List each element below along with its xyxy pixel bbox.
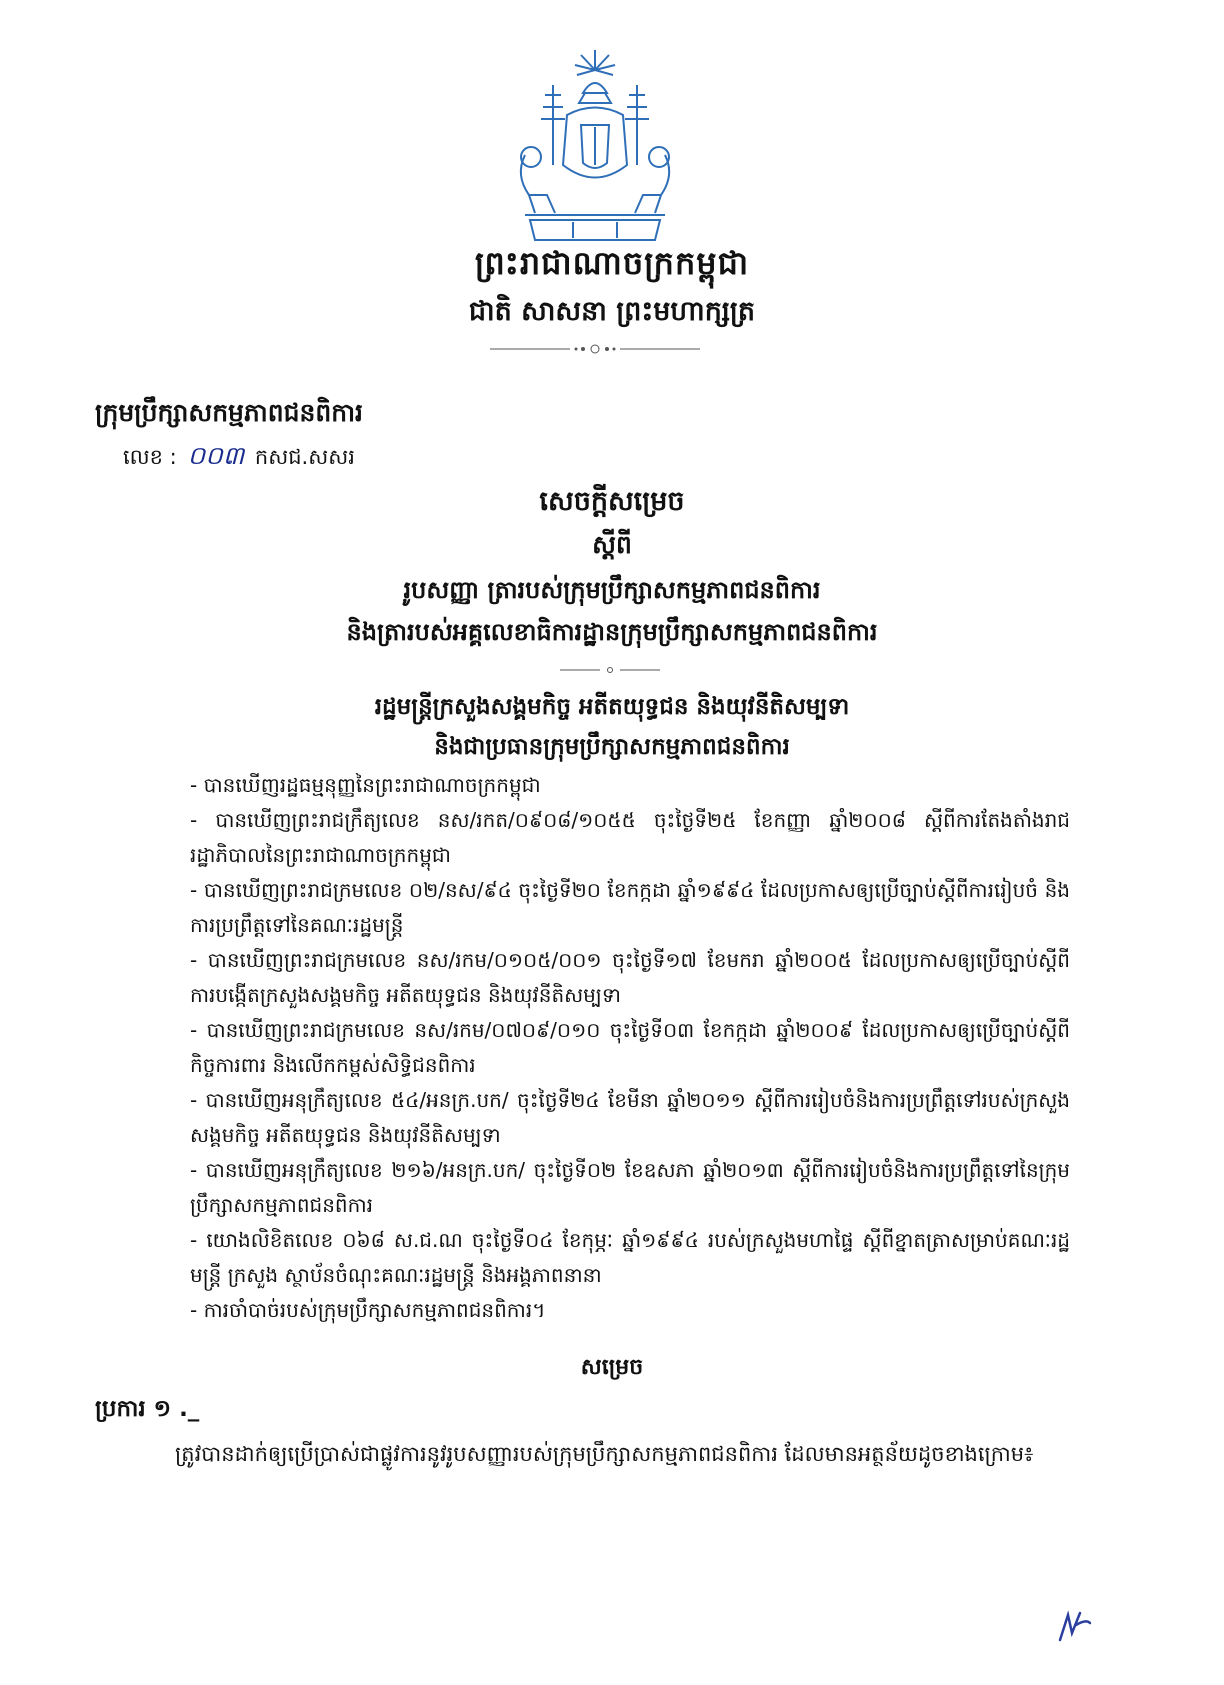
authority-line-2: និងជាប្រធានក្រុមប្រឹក្សាសកម្មភាពជនពិការ — [434, 734, 790, 760]
list-item: - បានឃើញអនុក្រឹត្យលេខ ៥៤/អនក្រ.បក/ ចុះថ្ងៃទី២៤ ខែមីនា ឆ្នាំ២០១១ ស្តីពីការរៀបចំនិងការប្រព្រឹត្តទៅរបស់ក្រសួងសង្គមកិច្ច អតីតយុទ្ធជន និងយុវនីតិសម្បទា — [190, 1083, 1070, 1153]
article-1-heading: ប្រការ ១ ._ — [95, 1396, 200, 1422]
small-divider — [560, 664, 660, 676]
decision-heading: សម្រេច — [580, 1355, 644, 1380]
national-motto: ជាតិ សាសនា ព្រះមហាក្សត្រ — [468, 296, 756, 327]
authority-line-1: រដ្ឋមន្ត្រីក្រសួងសង្គមកិច្ច អតីតយុទ្ធជន និងយុវនីតិសម្បទា — [374, 694, 850, 720]
royal-coat-of-arms-emblem — [495, 45, 695, 245]
sun-rays — [575, 50, 615, 75]
article-1-text: ត្រូវបានដាក់ឲ្យប្រើប្រាស់ជាផ្លូវការនូវរូបសញ្ញារបស់ក្រុមប្រឹក្សាសកម្មភាពជនពិការ ដែលមានអត្ថន័យដូចខាងក្រោម៖ — [175, 1442, 1034, 1466]
list-item: - បានឃើញរដ្ឋធម្មនុញ្ញនៃព្រះរាជាណាចក្រកម្ពុជា — [190, 768, 1070, 803]
list-item: - បានឃើញព្រះរាជក្រឹត្យលេខ នស/រកត/០៩០៨/១០៥៥ ចុះថ្ងៃទី២៥ ខែកញ្ញា ឆ្នាំ២០០៨ ស្តីពីការតែងតាំងរាជរដ្ឋាភិបាលនៃព្រះរាជាណាចក្រកម្ពុជា — [190, 803, 1070, 873]
list-item: - ការចាំបាច់របស់ក្រុមប្រឹក្សាសកម្មភាពជនពិការ។ — [190, 1293, 1070, 1328]
considering-clauses-list — [190, 768, 1070, 1328]
reference-suffix: កសជ.សសរ — [254, 445, 355, 469]
title-subject-line-2: និងត្រារបស់អគ្គលេខាធិការដ្ឋានក្រុមប្រឹក្សាសកម្មភាពជនពិការ — [346, 618, 878, 646]
kingdom-title: ព្រះរាជាណាចក្រកម្ពុជា — [474, 244, 750, 282]
list-item: - បានឃើញអនុក្រឹត្យលេខ ២១៦/អនក្រ.បក/ ចុះថ្ងៃទី០២ ខែឧសភា ឆ្នាំ២០១៣ ស្តីពីការរៀបចំនិងការប្រព្រឹត្តទៅនៃក្រុមប្រឹក្សាសកម្មភាពជនពិការ — [190, 1153, 1070, 1223]
ornamental-divider — [490, 343, 700, 355]
list-item: - បានឃើញព្រះរាជក្រមលេខ នស/រកម/០៧០៩/០១០ ចុះថ្ងៃទី០៣ ខែកក្កដា ឆ្នាំ២០០៩ ដែលប្រកាសឲ្យប្រើច្បាប់ស្តីពីកិច្ចការពារ និងលើកកម្ពស់សិទ្ធិជនពិការ — [190, 1013, 1070, 1083]
title-subject-label: ស្តីពី — [592, 530, 632, 559]
reference-label: លេខ : — [123, 445, 177, 469]
reference-number — [123, 441, 355, 477]
handwritten-initial-signature — [1050, 1605, 1095, 1650]
issuing-council-name: ក្រុមប្រឹក្សាសកម្មភាពជនពិការ — [95, 398, 363, 427]
list-item: - បានឃើញព្រះរាជក្រមលេខ ០២/នស/៩៤ ចុះថ្ងៃទី២០ ខែកក្កដា ឆ្នាំ១៩៩៤ ដែលប្រកាសឲ្យប្រើច្បាប់ស្តីពីការរៀបចំ និងការប្រព្រឹត្តទៅនៃគណៈរដ្ឋមន្ត្រី — [190, 873, 1070, 943]
reference-number-value: ០០៣ — [187, 441, 245, 470]
list-item: - បានឃើញព្រះរាជក្រមលេខ នស/រកម/០១០៥/០០១ ចុះថ្ងៃទី១៧ ខែមករា ឆ្នាំ២០០៥ ដែលប្រកាសឲ្យប្រើច្បាប់ស្តីពីការបង្កើតក្រសួងសង្គមកិច្ច អតីតយុទ្ធជន និងយុវនីតិសម្បទា — [190, 943, 1070, 1013]
list-item: - យោងលិខិតលេខ ០៦៨ ស.ជ.ណ ចុះថ្ងៃទី០៤ ខែកុម្ភៈ ឆ្នាំ១៩៩៤ របស់ក្រសួងមហាផ្ទៃ ស្តីពីខ្នាតត្រាសម្រាប់គណៈរដ្ឋមន្ត្រី ក្រសួង ស្ថាប័នចំណុះគណៈរដ្ឋមន្ត្រី និងអង្គភាពនានា — [190, 1223, 1070, 1293]
title-subject-line-1: រូបសញ្ញា ត្រារបស់ក្រុមប្រឹក្សាសកម្មភាពជនពិការ — [403, 576, 821, 604]
document-type-title: សេចក្តីសម្រេច — [539, 486, 685, 517]
